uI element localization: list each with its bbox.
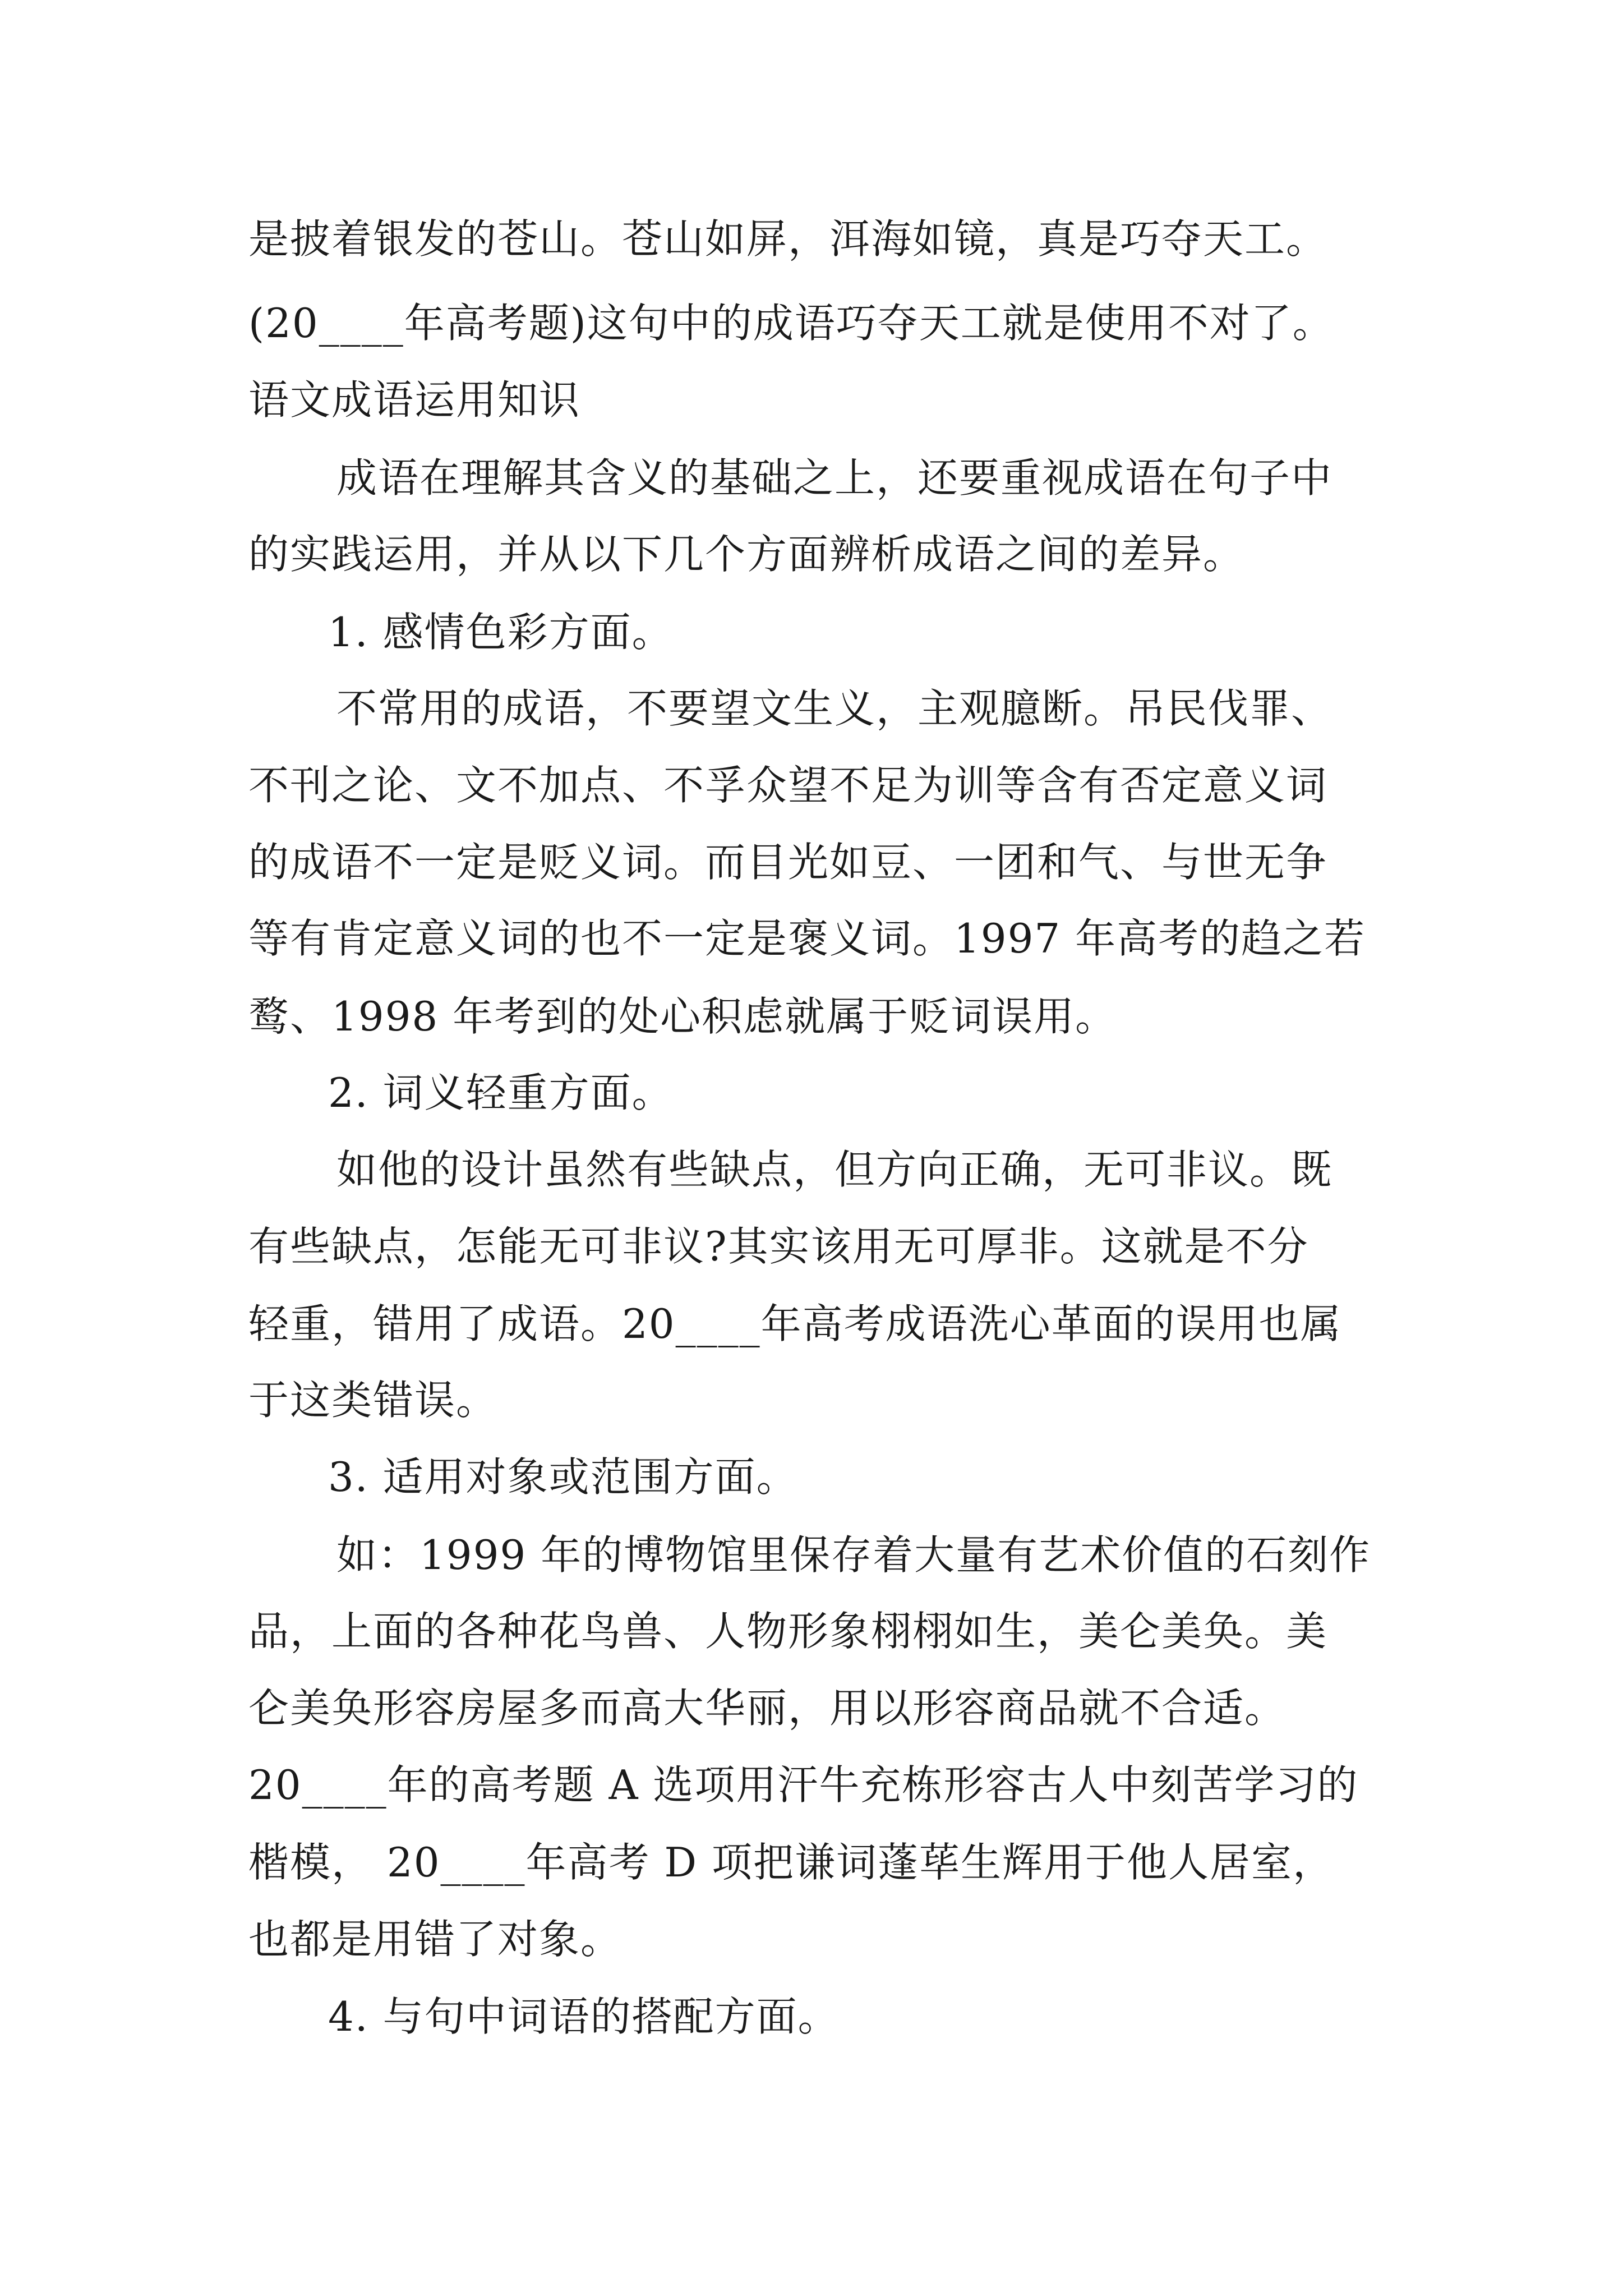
paragraph-line: 不刊之论、文不加点、不孚众望不足为训等含有否定意义词 [248,762,1328,809]
paragraph-line: 于这类错误。 [248,1377,498,1424]
paragraph-line: 的实践运用，并从以下几个方面辨析成语之间的差异。 [248,531,1245,578]
paragraph-line: 也都是用错了对象。 [248,1916,623,1963]
paragraph-line: 20____年的高考题 A 选项用汗牛充栋形容古人中刻苦学习的 [248,1761,1359,1809]
text-line-2: (20____年高考题)这句中的成语巧夺天工就是使用不对了。 [248,300,1334,347]
paragraph-line: 如他的设计虽然有些缺点，但方向正确，无可非议。既 [336,1146,1333,1193]
paragraph-line: 有些缺点，怎能无可非议?其实该用无可厚非。这就是不分 [248,1223,1309,1270]
list-item-2-heading: 2. 词义轻重方面。 [328,1069,674,1116]
list-item-1-heading: 1. 感情色彩方面。 [328,609,674,656]
list-item-3-heading: 3. 适用对象或范围方面。 [328,1453,798,1501]
paragraph-line: 成语在理解其含义的基础之上，还要重视成语在句子中 [336,454,1333,501]
section-heading: 语文成语运用知识 [248,376,581,424]
text-line-1: 是披着银发的苍山。苍山如屏，洱海如镜，真是巧夺天工。 [248,215,1328,263]
paragraph-line: 不常用的成语，不要望文生义，主观臆断。吊民伐罪、 [336,685,1333,732]
paragraph-line: 等有肯定意义词的也不一定是褒义词。1997 年高考的趋之若 [248,915,1366,962]
paragraph-line: 的成语不一定是贬义词。而目光如豆、一团和气、与世无争 [248,839,1328,886]
paragraph-line: 如：1999 年的博物馆里保存着大量有艺术价值的石刻作 [336,1531,1371,1579]
list-item-4-heading: 4. 与句中词语的搭配方面。 [328,1993,840,2040]
paragraph-line: 轻重，错用了成语。20____年高考成语洗心革面的误用也属 [248,1300,1342,1347]
paragraph-line: 仑美奂形容房屋多而高大华丽，用以形容商品就不合适。 [248,1685,1287,1732]
paragraph-line: 楷模， 20____年高考 D 项把谦词蓬荜生辉用于他人居室， [248,1839,1335,1886]
paragraph-line: 鹜、1998 年考到的处心积虑就属于贬词误用。 [248,993,1117,1040]
paragraph-line: 品，上面的各种花鸟兽、人物形象栩栩如生，美仑美奂。美 [248,1608,1328,1655]
